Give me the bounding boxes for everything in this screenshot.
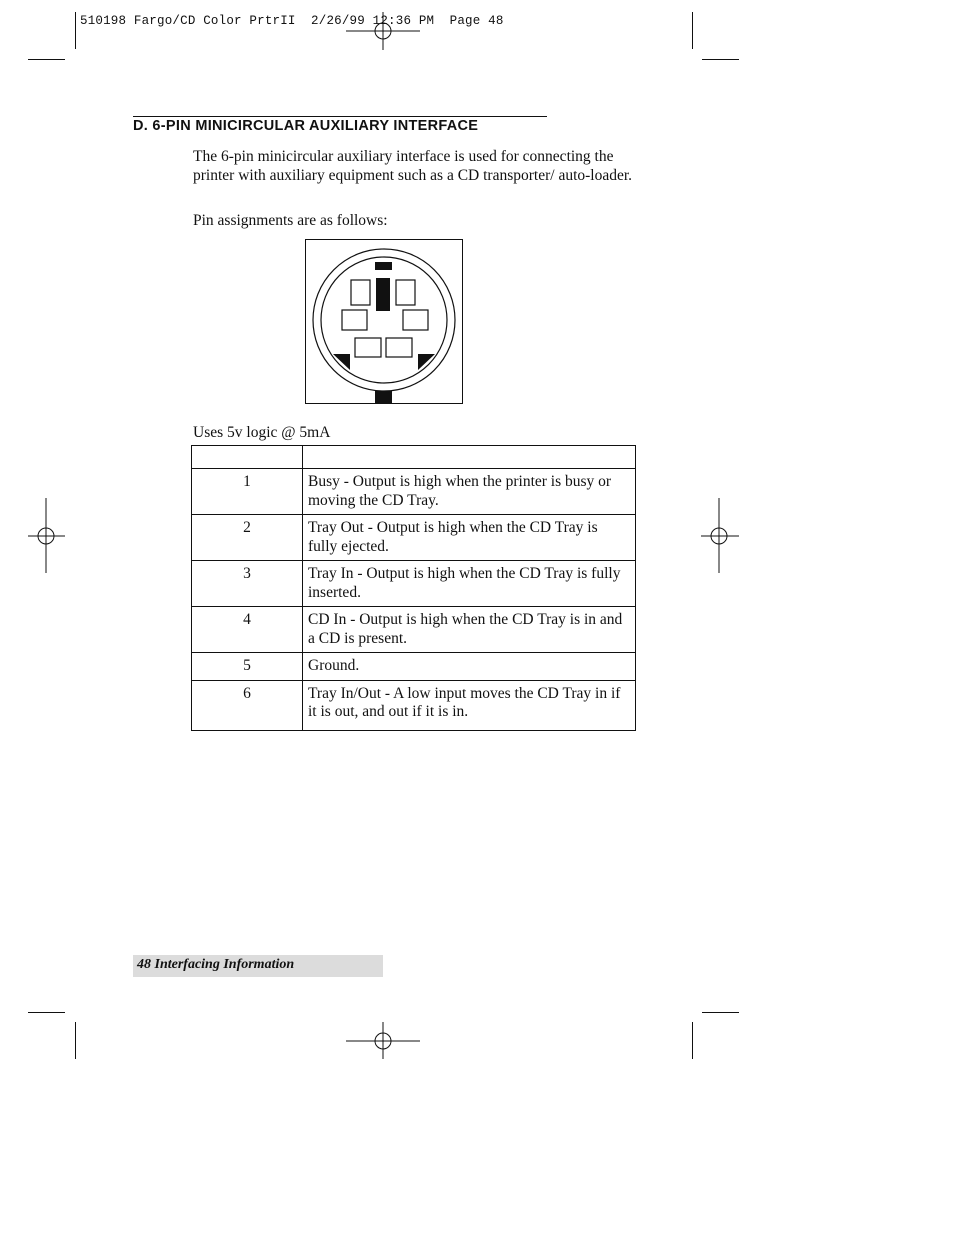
- pin-number: 3: [192, 561, 303, 607]
- logic-note: Uses 5v logic @ 5mA: [193, 424, 331, 441]
- pin-intro: Pin assignments are as follows:: [193, 212, 388, 229]
- pin-middle-left: [342, 310, 367, 330]
- table-row: [192, 653, 636, 681]
- registration-target-left: [28, 498, 65, 573]
- header-cell-pin: [192, 446, 303, 469]
- registration-target-bottom: [346, 1022, 420, 1059]
- pin-top-right: [396, 280, 415, 305]
- table-row: [192, 680, 636, 730]
- pin-description: Tray Out - Output is high when the CD Tray is fully ejected.: [303, 515, 636, 561]
- pin-number: 2: [192, 515, 303, 561]
- pin-number: 1: [192, 469, 303, 515]
- section-heading: D. 6-PIN MINICIRCULAR AUXILIARY INTERFACE: [133, 118, 479, 134]
- table-row: [192, 469, 636, 515]
- pin-description: Ground.: [303, 653, 636, 681]
- slug-line: 510198 Fargo/CD Color PrtrII 2/26/99 12:36 PM Page 48: [80, 14, 504, 28]
- pin-description: Tray In/Out - A low input moves the CD Tray in if it is out, and out if it is in.: [303, 680, 636, 730]
- pin-middle-right: [403, 310, 428, 330]
- pin-description: Busy - Output is high when the printer is busy or moving the CD Tray.: [303, 469, 636, 515]
- table-row: [192, 515, 636, 561]
- heading-rule: [133, 116, 547, 117]
- registration-target-right: [701, 498, 739, 573]
- pin-bottom-left: [355, 338, 381, 357]
- pin-description: CD In - Output is high when the CD Tray is in and a CD is present.: [303, 607, 636, 653]
- pin-top-left: [351, 280, 370, 305]
- pin-number: 6: [192, 680, 303, 730]
- top-key-notch: [375, 262, 392, 270]
- minicircular-connector-diagram: [305, 239, 464, 405]
- pin-number: 5: [192, 653, 303, 681]
- pin-description: Tray In - Output is high when the CD Tray is fully inserted.: [303, 561, 636, 607]
- pin-bottom-right: [386, 338, 412, 357]
- table-row: [192, 607, 636, 653]
- bottom-key-notch: [375, 391, 392, 404]
- header-cell-description: [303, 446, 636, 469]
- table-header-row: [192, 446, 636, 469]
- center-key: [376, 278, 390, 311]
- pin-assignment-table: [191, 445, 636, 731]
- pin-number: 4: [192, 607, 303, 653]
- registration-target-top: [346, 12, 420, 50]
- footer-label: 48 Interfacing Information: [137, 957, 295, 972]
- table-row: [192, 561, 636, 607]
- intro-paragraph: The 6-pin minicircular auxiliary interface is used for connecting the printer with auxiliary equipment such as a CD transporter/ auto-loader.: [193, 148, 633, 184]
